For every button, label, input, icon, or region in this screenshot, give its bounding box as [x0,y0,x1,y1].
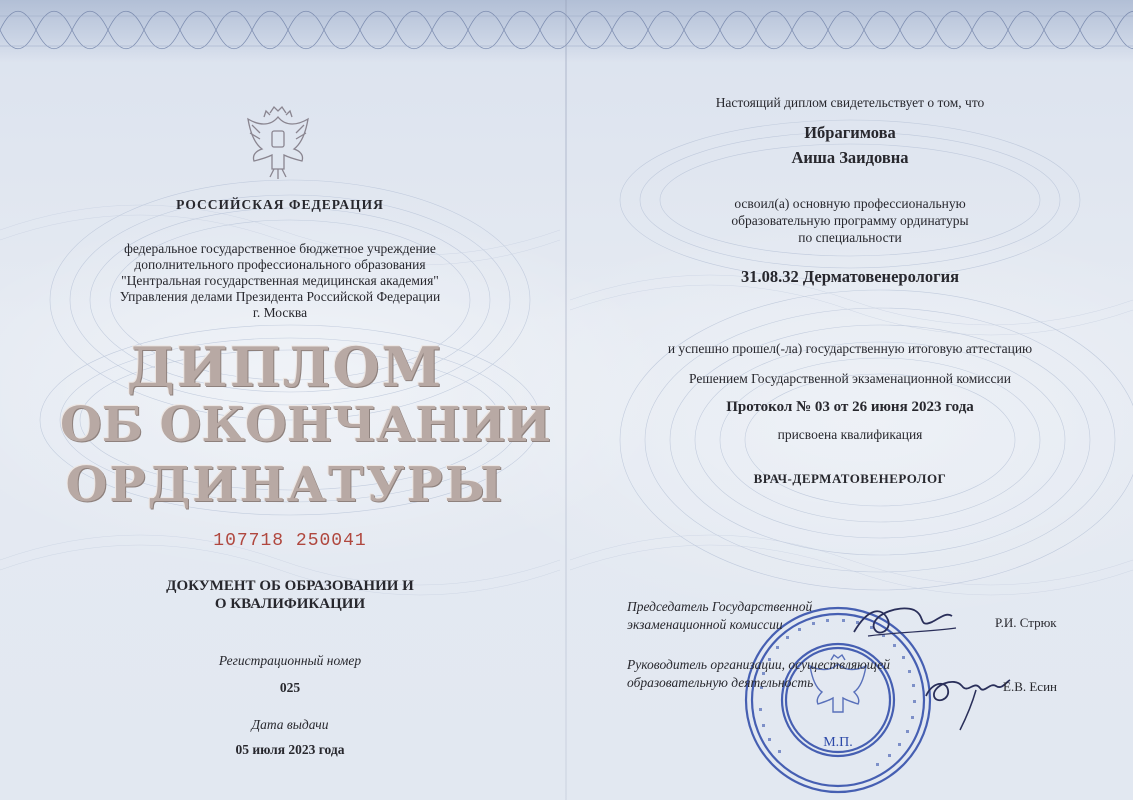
institution-line-2: дополнительного профессионального образования [134,257,426,272]
document-type-line-1: ДОКУМЕНТ ОБ ОБРАЗОВАНИИ И [166,578,414,594]
chairman-role-line-1: Председатель Государственной [627,599,813,614]
diploma-title-line-1: ДИПЛОМ [126,335,444,399]
director-name: Е.В. Есин [1003,679,1057,694]
russian-coat-of-arms-icon [240,103,316,183]
qualification: ВРАЧ-ДЕРМАТОВЕНЕРОЛОГ [753,471,947,486]
serial-number: 107718 250041 [213,531,367,551]
certifies-statement: Настоящий диплом свидетельствует о том, что [715,95,985,110]
registration-number-label: Регистрационный номер [218,653,362,668]
attestation-statement: и успешно прошел(-ла) государственную итоговую аттестацию [667,341,1033,356]
director-role-line-1: Руководитель организации, осуществляющей [627,657,890,672]
issue-date-label: Дата выдачи [251,717,329,732]
institution-line-5: г. Москва [252,305,308,320]
stamp-mp-text: М.П. [823,735,853,750]
director-role-line-2: образовательную деятельность [627,675,814,690]
document-type-line-2: О КВАЛИФИКАЦИИ [214,596,366,612]
graduate-surname: Ибрагимова [804,123,896,142]
diploma-title-line-3: ОРДИНАТУРЫ [65,457,505,513]
registration-number: 025 [279,680,301,695]
graduate-given-names: Аиша Заидовна [791,148,909,167]
mastered-line-3: по специальности [798,230,902,245]
institution-line-3: "Центральная государственная медицинская академия" [121,273,439,288]
chairman-name: Р.И. Стрюк [995,615,1057,630]
institution-line-4: Управления делами Президента Российской Федерации [119,289,441,304]
mastered-line-1: освоил(а) основную профессиональную [734,196,966,211]
qualification-awarded-label: присвоена квалификация [777,427,923,442]
institution-line-1: федеральное государственное бюджетное учреждение [124,241,436,256]
diploma-title-line-2: ОБ ОКОНЧАНИИ [60,397,552,453]
protocol-reference: Протокол № 03 от 26 июня 2023 года [726,399,974,415]
mastered-line-2: образовательную программу ординатуры [731,213,969,228]
chairman-role-line-2: экзаменационной комиссии [627,617,783,632]
page-fold [565,0,567,800]
commission-decision: Решением Государственной экзаменационной комиссии [689,371,1011,386]
specialty: 31.08.32 Дерматовенерология [740,267,960,286]
country-name: РОССИЙСКАЯ ФЕДЕРАЦИЯ [176,197,384,212]
issue-date: 05 июля 2023 года [235,742,345,757]
